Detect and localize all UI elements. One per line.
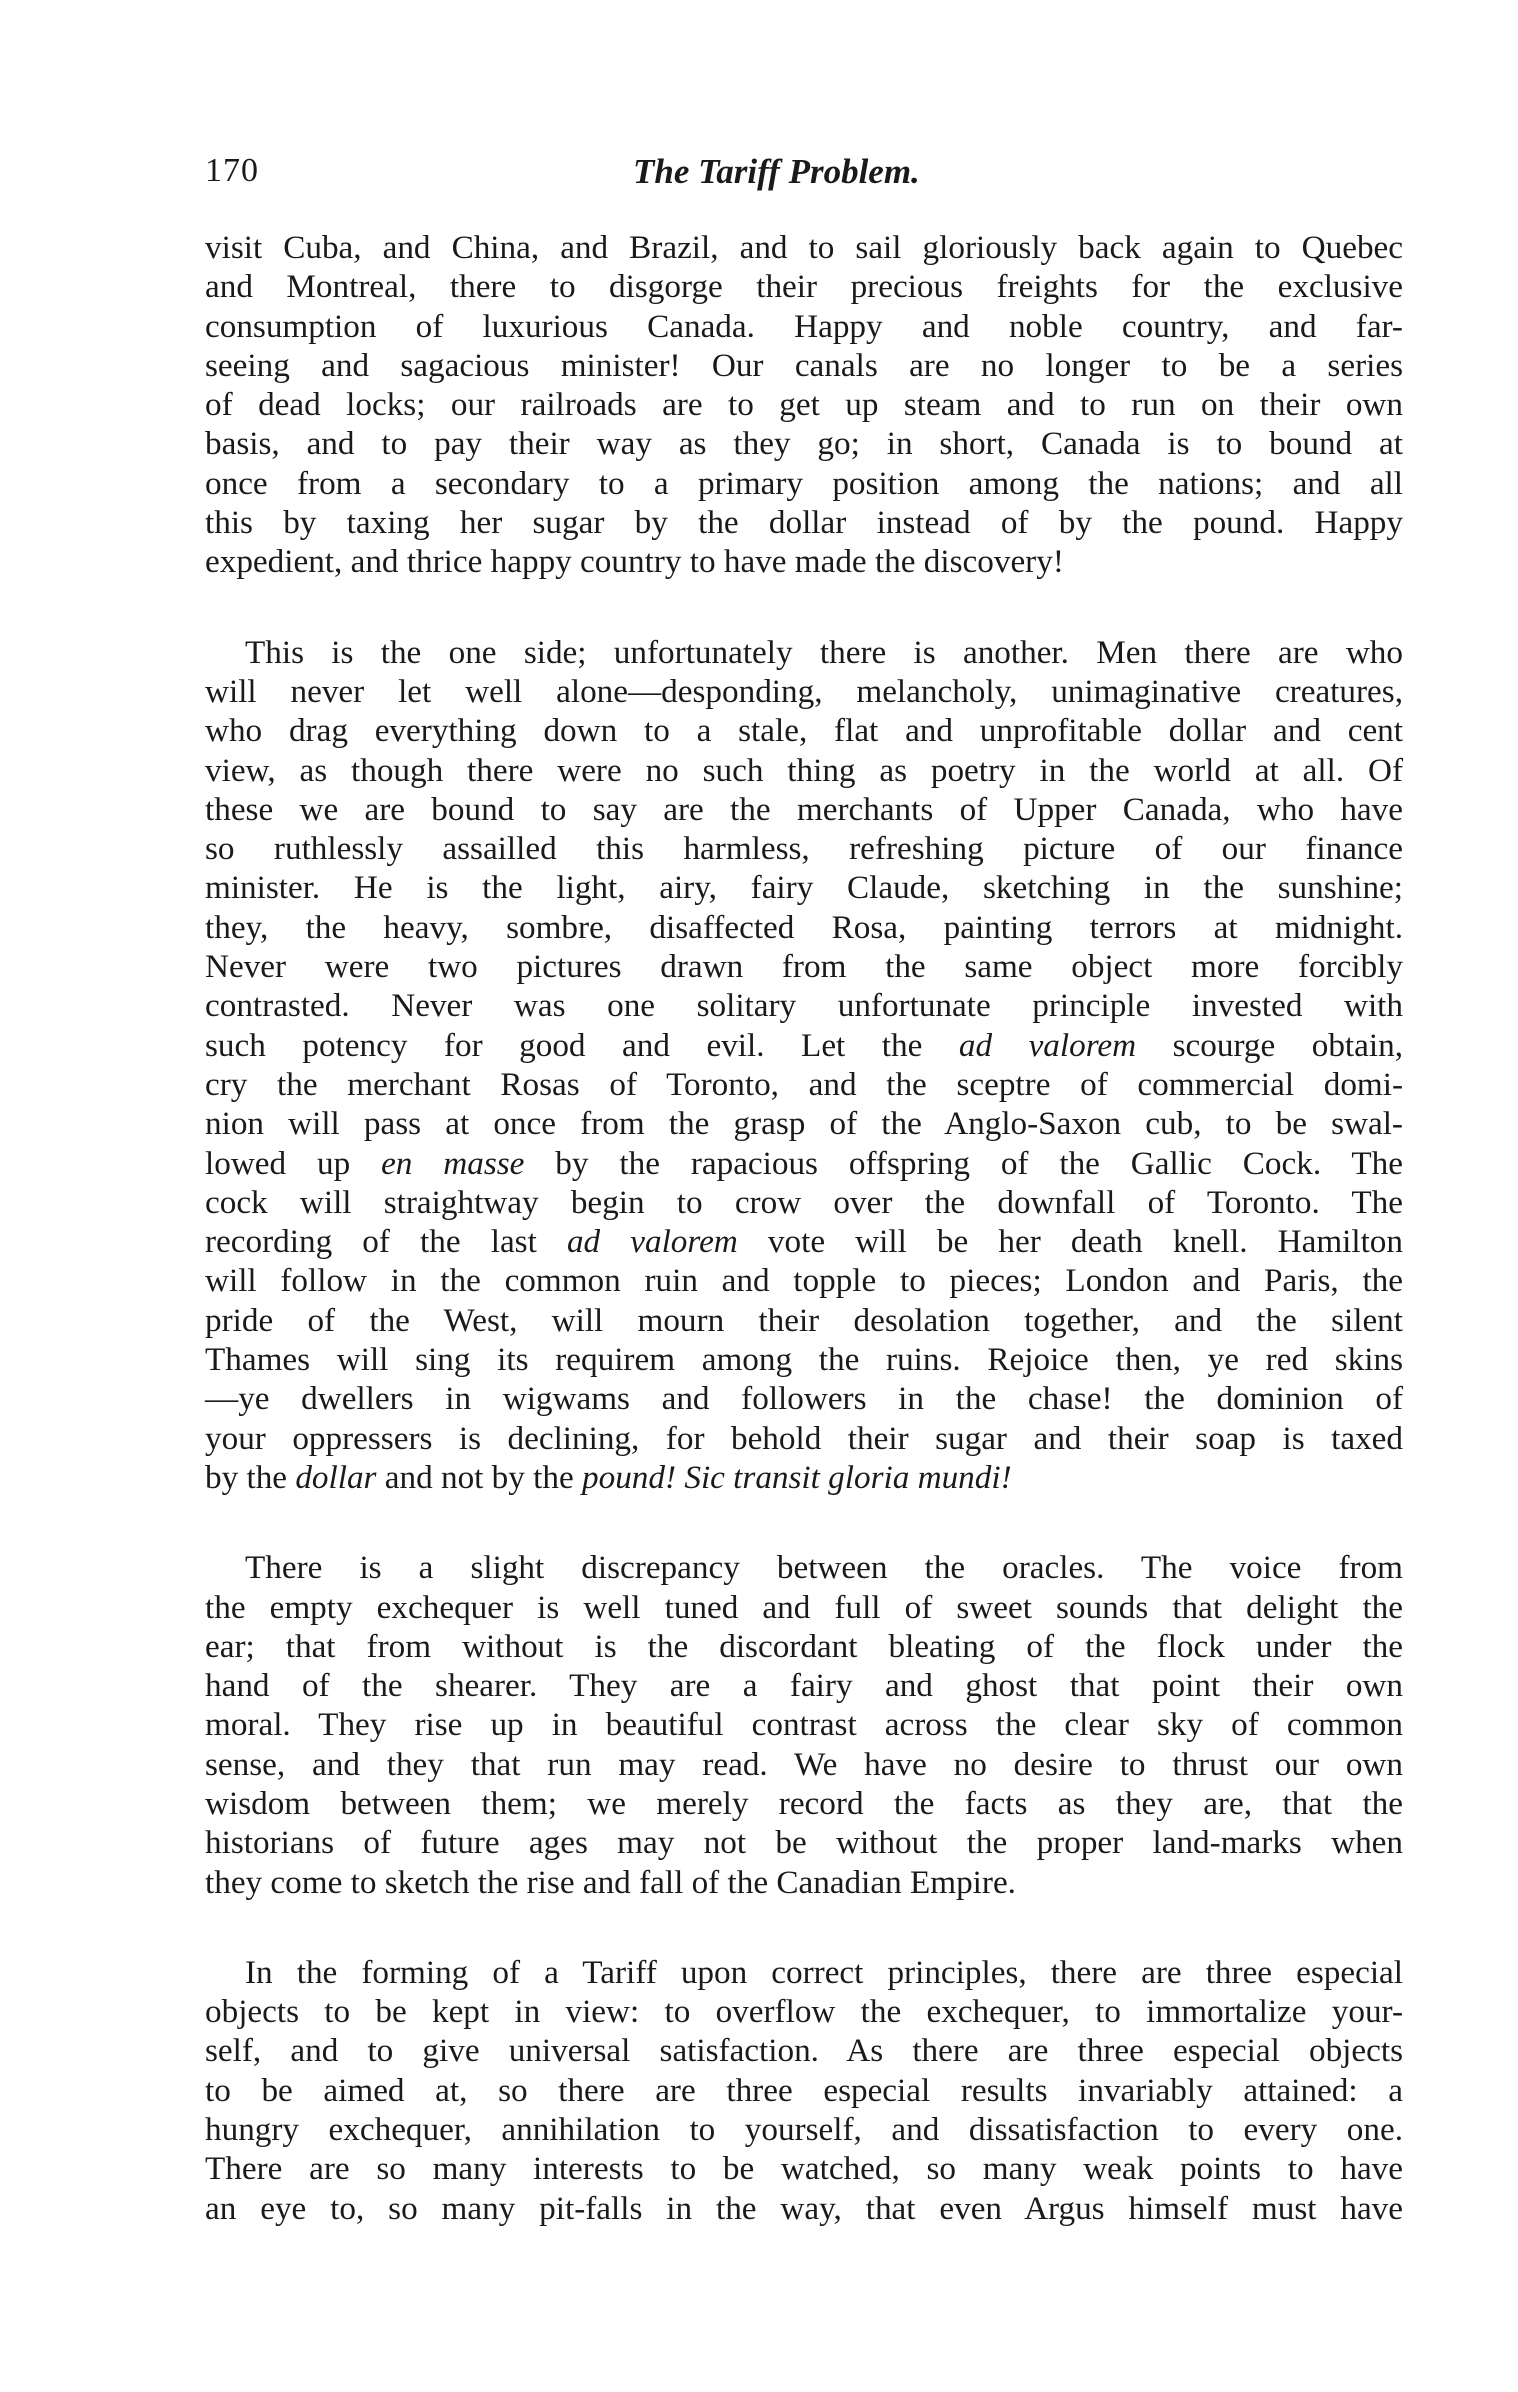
paragraph-3 xyxy=(205,1548,1403,1902)
text-line: nion will pass at once from the grasp of the Anglo-Saxon cub, to be swal- xyxy=(205,1105,1403,1143)
text-line: sense, and they that run may read. We have no desire to thrust our own xyxy=(205,1745,1403,1783)
text-line: lowed up en masse by the rapacious offspring of the Gallic Cock. The xyxy=(205,1144,1403,1182)
text-line: There are so many interests to be watched, so many weak points to have xyxy=(205,2150,1403,2188)
paragraph-gap xyxy=(205,582,1403,633)
text-line: wisdom between them; we merely record the facts as they are, that the xyxy=(205,1784,1403,1822)
text-line: this by taxing her sugar by the dollar instead of by the pound. Happy xyxy=(205,504,1403,542)
text-line: pride of the West, will mourn their desolation together, and the silent xyxy=(205,1301,1403,1339)
text-line: consumption of luxurious Canada. Happy and noble country, and far- xyxy=(205,307,1403,345)
text-line: and Montreal, there to disgorge their precious freights for the exclusive xyxy=(205,268,1403,306)
text-line: seeing and sagacious minister! Our canals are no longer to be a series xyxy=(205,346,1403,384)
paragraph-gap xyxy=(205,1497,1403,1548)
running-title: The Tariff Problem. xyxy=(633,152,920,191)
text-line: In the forming of a Tariff upon correct principles, there are three especial xyxy=(245,1953,1403,1991)
text-line: of dead locks; our railroads are to get up steam and to run on their own xyxy=(205,386,1403,424)
paragraph-4 xyxy=(205,1953,1403,2228)
text-line: once from a secondary to a primary position among the nations; and all xyxy=(205,464,1403,502)
text-line: —ye dwellers in wigwams and followers in the chase! the dominion of xyxy=(205,1380,1403,1418)
text-line: historians of future ages may not be without the proper land-marks when xyxy=(205,1824,1403,1862)
text-line: by the dollar and not by the pound! Sic transit gloria mundi! xyxy=(205,1458,1012,1496)
text-line: such potency for good and evil. Let the ad valorem scourge obtain, xyxy=(205,1026,1403,1064)
text-line: hungry exchequer, annihilation to yourself, and dissatisfaction to every one. xyxy=(205,2111,1403,2149)
text-line: they, the heavy, sombre, disaffected Rosa, painting terrors at midnight. xyxy=(205,908,1403,946)
text-line: these we are bound to say are the merchants of Upper Canada, who have xyxy=(205,790,1403,828)
text-line: your oppressers is declining, for behold their sugar and their soap is taxed xyxy=(205,1419,1403,1457)
paragraph-2 xyxy=(205,633,1403,1498)
text-line: view, as though there were no such thing as poetry in the world at all. Of xyxy=(205,751,1403,789)
body-text xyxy=(205,228,1403,2228)
text-line: hand of the shearer. They are a fairy and ghost that point their own xyxy=(205,1667,1403,1705)
text-line: basis, and to pay their way as they go; in short, Canada is to bound at xyxy=(205,425,1403,463)
text-line: This is the one side; unfortunately there is another. Men there are who xyxy=(245,633,1403,671)
text-line: moral. They rise up in beautiful contrast across the clear sky of common xyxy=(205,1706,1403,1744)
page-number: 170 xyxy=(205,152,259,189)
text-line: minister. He is the light, airy, fairy Claude, sketching in the sunshine; xyxy=(205,869,1403,907)
text-line: to be aimed at, so there are three especial results invariably attained: a xyxy=(205,2071,1403,2109)
text-line: objects to be kept in view: to overflow the exchequer, to immortalize your- xyxy=(205,1993,1403,2031)
paragraph-gap xyxy=(205,1902,1403,1953)
text-line: who drag everything down to a stale, flat and unprofitable dollar and cent xyxy=(205,712,1403,750)
text-line: visit Cuba, and China, and Brazil, and to sail gloriously back again to Quebec xyxy=(205,229,1403,266)
paragraph-1 xyxy=(205,228,1403,582)
text-line: cry the merchant Rosas of Toronto, and the sceptre of commercial domi- xyxy=(205,1065,1403,1103)
text-line: There is a slight discrepancy between the oracles. The voice from xyxy=(245,1549,1403,1587)
text-line: an eye to, so many pit-falls in the way, that even Argus himself must have xyxy=(205,2189,1403,2227)
text-line: Thames will sing its requirem among the ruins. Rejoice then, ye red skins xyxy=(205,1341,1403,1379)
text-line: so ruthlessly assailled this harmless, refreshing picture of our finance xyxy=(205,830,1403,868)
text-line: self, and to give universal satisfaction. As there are three especial objects xyxy=(205,2032,1403,2070)
running-head xyxy=(205,152,1405,202)
text-line: Never were two pictures drawn from the same object more forcibly xyxy=(205,948,1403,986)
text-line: ear; that from without is the discordant bleating of the flock under the xyxy=(205,1627,1403,1665)
text-line: the empty exchequer is well tuned and full of sweet sounds that delight the xyxy=(205,1588,1403,1626)
text-line: will never let well alone—desponding, melancholy, unimaginative creatures, xyxy=(205,672,1403,710)
text-line: recording of the last ad valorem vote will be her death knell. Hamilton xyxy=(205,1223,1403,1261)
text-line: they come to sketch the rise and fall of the Canadian Empire. xyxy=(205,1863,1016,1901)
text-line: will follow in the common ruin and topple to pieces; London and Paris, the xyxy=(205,1262,1403,1300)
text-line: expedient, and thrice happy country to have made the discovery! xyxy=(205,543,1064,581)
text-line: contrasted. Never was one solitary unfortunate principle invested with xyxy=(205,987,1403,1025)
text-line: cock will straightway begin to crow over the downfall of Toronto. The xyxy=(205,1183,1403,1221)
